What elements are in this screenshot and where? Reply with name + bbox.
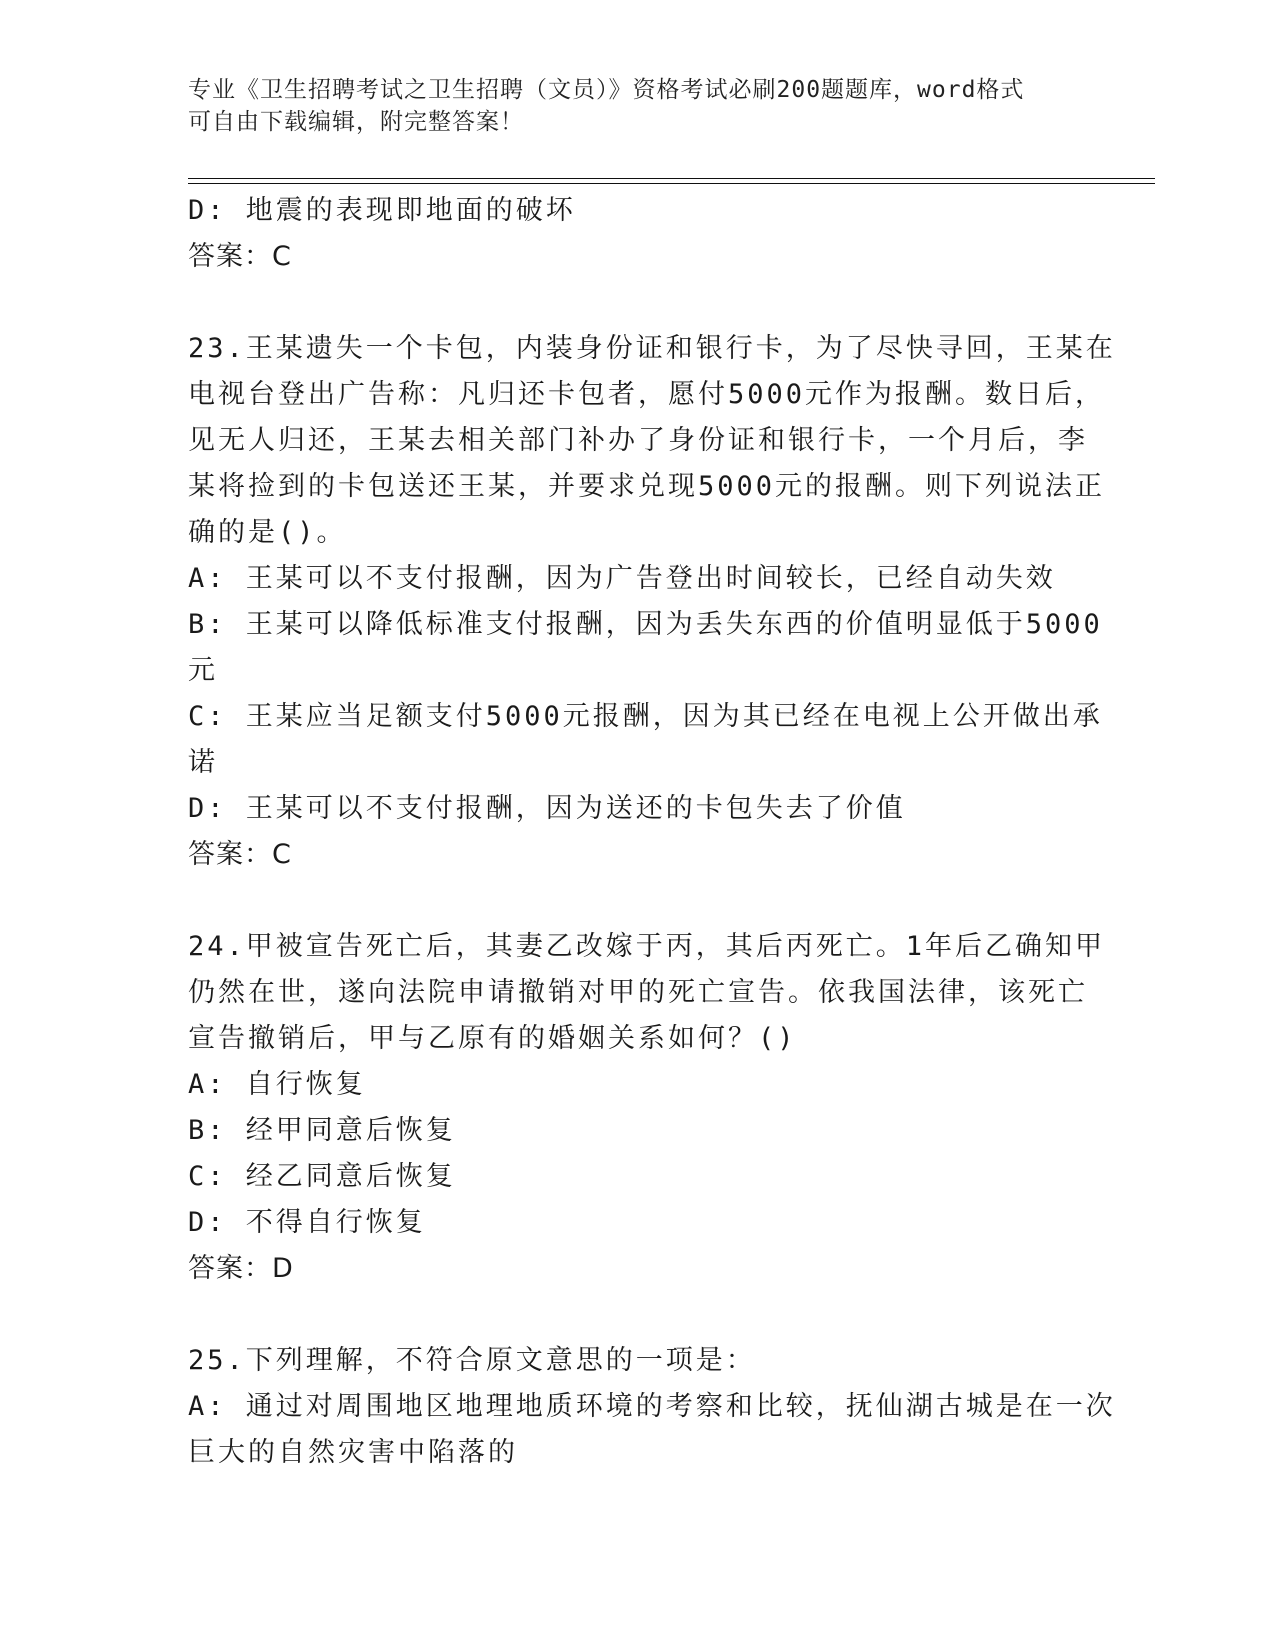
q25-stem: 25.下列理解，不符合原文意思的一项是： bbox=[188, 1345, 756, 1376]
q24-stem-line: 24.甲被宣告死亡后，其妻乙改嫁于丙，其后丙死亡。1年后乙确知甲 bbox=[188, 931, 1106, 962]
question-content bbox=[188, 188, 1116, 1476]
q24-answer: 答案：D bbox=[188, 1253, 294, 1284]
prev-answer: 答案：C bbox=[188, 241, 292, 272]
q23-stem-line: 某将捡到的卡包送还王某，并要求兑现5000元的报酬。则下列说法正 bbox=[188, 471, 1106, 502]
q23-option-c-cont: 诺 bbox=[188, 747, 218, 778]
q25-option-a-cont: 巨大的自然灾害中陷落的 bbox=[188, 1437, 518, 1468]
q23-answer: 答案：C bbox=[188, 839, 292, 870]
document-header bbox=[188, 74, 1088, 138]
q24-option-b: B: 经甲同意后恢复 bbox=[188, 1115, 456, 1146]
q24-stem-line: 宣告撤销后，甲与乙原有的婚姻关系如何？() bbox=[188, 1023, 797, 1054]
q25-option-a: A: 通过对周围地区地理地质环境的考察和比较，抚仙湖古城是在一次 bbox=[188, 1391, 1116, 1422]
header-title-line-2: 可自由下载编辑，附完整答案！ bbox=[188, 109, 524, 135]
q23-stem-line: 23.王某遗失一个卡包，内装身份证和银行卡，为了尽快寻回，王某在 bbox=[188, 333, 1116, 364]
header-divider-bottom bbox=[188, 183, 1155, 184]
question-25 bbox=[188, 1338, 1116, 1476]
q24-option-c: C: 经乙同意后恢复 bbox=[188, 1161, 456, 1192]
q23-stem-line: 见无人归还，王某去相关部门补办了身份证和银行卡，一个月后，李 bbox=[188, 425, 1088, 456]
q24-option-d: D: 不得自行恢复 bbox=[188, 1207, 426, 1238]
q24-stem-line: 仍然在世，遂向法院申请撤销对甲的死亡宣告。依我国法律，该死亡 bbox=[188, 977, 1088, 1008]
q23-option-c: C: 王某应当足额支付5000元报酬，因为其已经在电视上公开做出承 bbox=[188, 701, 1103, 732]
header-title-line-1: 专业《卫生招聘考试之卫生招聘（文员）》资格考试必刷200题题库，word格式 bbox=[188, 77, 1025, 103]
spacer bbox=[188, 878, 1088, 924]
header-divider-top bbox=[188, 178, 1155, 179]
q23-stem-line: 电视台登出广告称：凡归还卡包者，愿付5000元作为报酬。数日后， bbox=[188, 379, 1106, 410]
q23-option-b: B: 王某可以降低标准支付报酬，因为丢失东西的价值明显低于5000 bbox=[188, 609, 1103, 640]
q24-option-a: A: 自行恢复 bbox=[188, 1069, 366, 1100]
q23-option-b-cont: 元 bbox=[188, 655, 218, 686]
spacer bbox=[188, 280, 1088, 326]
question-24 bbox=[188, 924, 1106, 1292]
q23-stem-line: 确的是()。 bbox=[188, 517, 347, 548]
prev-option-d: D: 地震的表现即地面的破坏 bbox=[188, 195, 576, 226]
q23-option-a: A: 王某可以不支付报酬，因为广告登出时间较长，已经自动失效 bbox=[188, 563, 1056, 594]
question-23 bbox=[188, 326, 1116, 878]
spacer bbox=[188, 1292, 1088, 1338]
q23-option-d: D: 王某可以不支付报酬，因为送还的卡包失去了价值 bbox=[188, 793, 906, 824]
